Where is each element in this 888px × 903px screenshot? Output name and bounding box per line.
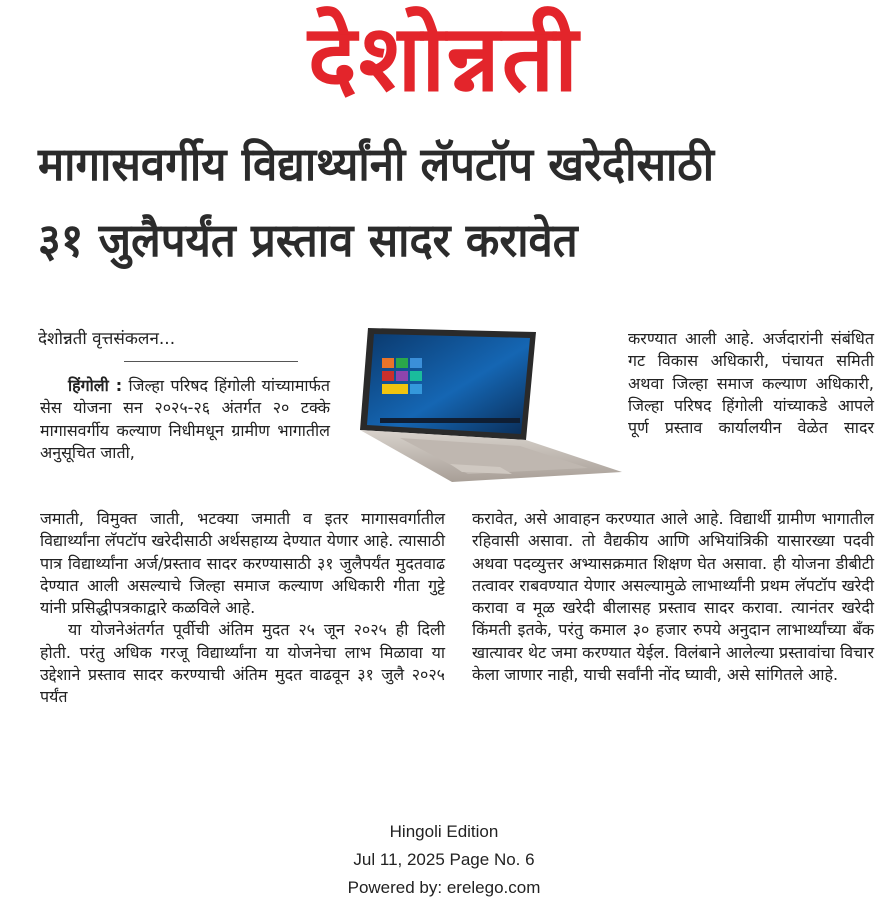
newspaper-logo: देशोन्नती xyxy=(308,5,580,112)
laptop-photo xyxy=(340,322,626,486)
article-paragraph: करण्यात आली आहे. अर्जदारांनी संबंधित गट विकास अधिकारी, पंचायत समिती अथवा जिल्हा समाज कल्याण अधिकारी, जिल्हा परिषद हिंगोली यांच्याकडे आपले पूर्ण प्रस्ताव कार्यालयीन वेळेत सादर xyxy=(628,329,874,438)
headline-line-2: ३१ जुलैपर्यंत प्रस्ताव सादर करावेत xyxy=(38,213,578,267)
article-column-right-bottom xyxy=(472,508,874,686)
dateline: हिंगोली : xyxy=(68,376,123,395)
edition-name: Hingoli Edition xyxy=(389,822,499,841)
byline: देशोन्नती वृत्तसंकलन... xyxy=(38,329,176,349)
laptop-icon xyxy=(340,322,626,486)
masthead xyxy=(0,0,888,130)
headline-line-1: मागासवर्गीय विद्यार्थ्यांनी लॅपटॉप खरेदीसाठी xyxy=(38,137,715,191)
article-paragraph: जमाती, विमुक्त जाती, भटक्या जमाती व इतर मागासवर्गातील विद्यार्थ्यांना लॅपटॉप खरेदीसाठी अर्थसहाय्य देण्यात येणार आहे. त्यासाठी पात्र विद्यार्थ्यांना अर्ज/प्रस्ताव सादर करण्यासाठी ३१ जुलैपर्यंत मुदतवाढ देण्यात आली असल्याचे जिल्हा समाज कल्याण अधिकारी गीता गुट्टे यांनी प्रसिद्धीपत्रकाद्वारे कळविले आहे. xyxy=(40,509,445,618)
powered-by: Powered by: erelego.com xyxy=(347,878,541,897)
article-headline xyxy=(38,134,836,270)
article-column-left-top xyxy=(40,375,330,464)
article-text: जिल्हा परिषद हिंगोली यांच्यामार्फत सेस योजना सन २०२५-२६ अंतर्गत २० टक्के मागासवर्गीय कल्याण निधीमधून ग्रामीण भागातील अनुसूचित जाती, xyxy=(40,376,330,462)
article-column-right-top xyxy=(628,328,874,439)
byline-divider xyxy=(124,361,298,362)
article-paragraph: करावेत, असे आवाहन करण्यात आले आहे. विद्यार्थी ग्रामीण भागातील रहिवासी असावा. तो वैद्यकीय आणि अभियांत्रिकी यासारख्या पदवी अथवा पदव्युत्तर अभ्यासक्रमात शिक्षण घेत असावा. ही योजना डीबीटी तत्वावर राबवण्यात येणार असल्यामुळे लाभार्थ्यांनी प्रथम लॅपटॉप खरेदी करावा व मूळ खरेदी बीलासह प्रस्ताव सादर करावा. त्यानंतर खरेदी किंमती इतके, परंतु कमाल ३० हजार रुपये अनुदान लाभार्थ्यांच्या बँक खात्यावर थेट जमा करण्यात येईल. विलंबाने आलेल्या प्रस्तावांचा विचार केला जाणार नाही, याची सर्वांनी नोंद घ्यावी, असे सांगितले आहे. xyxy=(472,509,874,685)
edition-footer xyxy=(0,818,888,902)
article-column-left-bottom xyxy=(40,508,445,709)
article-paragraph: या योजनेअंतर्गत पूर्वीची अंतिम मुदत २५ जून २०२५ ही दिली होती. परंतु अधिक गरजू विद्यार्थ्यांना या योजनेचा लाभ मिळावा या उद्देशाने प्रस्ताव सादर करण्याची अंतिम मुदत वाढवून ३१ जुलै २०२५ पर्यंत xyxy=(40,620,445,707)
edition-date-page: Jul 11, 2025 Page No. 6 xyxy=(353,850,535,869)
